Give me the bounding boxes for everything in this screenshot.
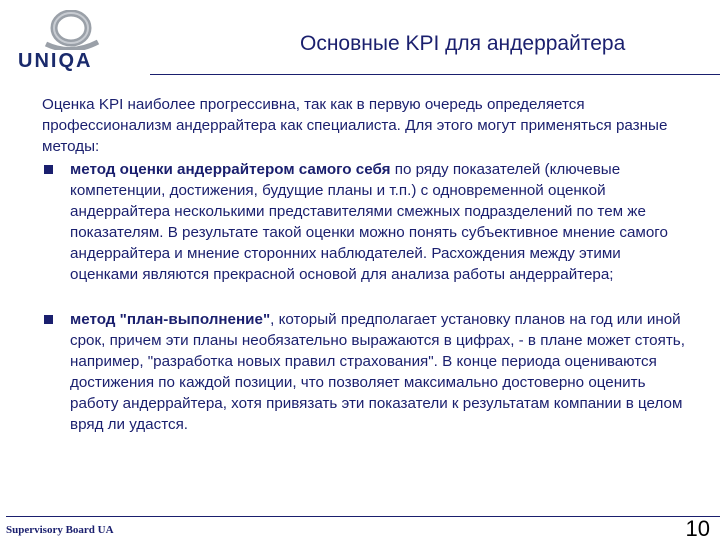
footer-label: Supervisory Board UA xyxy=(6,524,114,536)
method-description: по ряду показателей (ключевые компетенции, достижения, будущие планы и т.п.) с одновременной оценкой андеррайтера несколькими представителями смежных подразделений по тем же показателям. В результате такой оценки можно понять субъективное мнение самого андеррайтера и мнение сторонних наблюдателей. Расхождения между этими оценками являются прекрасной основой для анализа работы андеррайтера; xyxy=(70,161,668,283)
square-bullet-icon xyxy=(44,165,53,174)
method-name: метод оценки андеррайтером самого себя xyxy=(70,161,391,178)
intro-text: Оценка KPI наиболее прогрессивна, так как в первую очередь определяется профессионализм андеррайтера как специалиста. Для этого могут применяться разные методы: xyxy=(42,96,668,155)
page-number: 10 xyxy=(685,516,710,541)
uniqa-logo xyxy=(18,10,138,80)
footer-divider xyxy=(6,516,720,517)
square-bullet-icon xyxy=(44,315,53,324)
slide-body xyxy=(42,94,687,435)
list-item xyxy=(42,159,687,285)
page-title: Основные KPI для андеррайтера xyxy=(300,32,626,55)
method-description: , который предполагает установку планов на год или иной срок, причем эти планы необязательно выражаются в цифрах, - в плане может стоять, например, "разработка новых правил страхования". В конце периода оцениваются достижения по каждой позиции, что позволяет максимально достоверно оценить работу андеррайтера, хотя привязать эти показатели к результатам компании в целом вряд ли удастся. xyxy=(70,311,685,433)
logo-text: UNIQA xyxy=(18,50,93,72)
method-name: метод "план-выполнение" xyxy=(70,311,271,328)
uniqa-logo-mark-icon xyxy=(36,10,106,50)
title-divider xyxy=(150,74,720,75)
list-item xyxy=(42,309,687,435)
methods-list xyxy=(42,159,687,435)
